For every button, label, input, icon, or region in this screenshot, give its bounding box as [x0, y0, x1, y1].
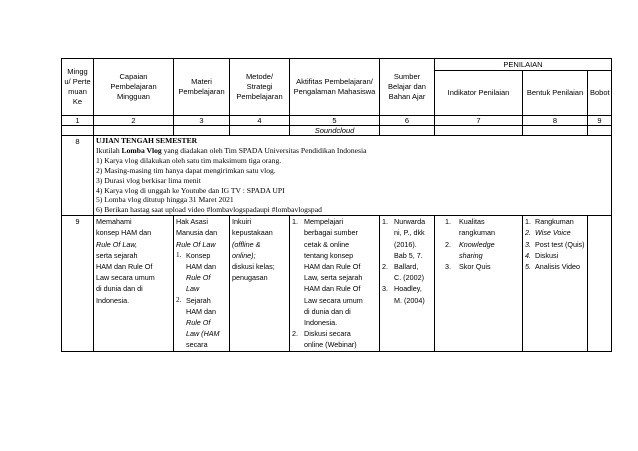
header-week: Mingg u/ Perte muan Ke — [62, 59, 94, 116]
rps-table — [61, 58, 612, 352]
week-number: 9 — [62, 216, 94, 351]
uts-rule: 3) Durasi vlog berkisar lima menit — [96, 175, 201, 185]
form-cell — [523, 216, 588, 351]
indicator-list — [437, 216, 520, 272]
header-source: Sumber Belajar dan Bahan Ajar — [380, 59, 435, 116]
activity-cell — [290, 216, 380, 351]
uts-intro: Ikutilah Lomba Vlog yang diadakan oleh Tim SPADA Universitas Pendidikan Indonesia — [96, 145, 367, 155]
header-material: Materi Pembelajaran — [174, 59, 230, 116]
list-item: 1. Rangkuman — [525, 217, 574, 227]
outcome-cell: Memahami konsep HAM dan Rule Of Law, serta sejarah HAM dan Rule Of Law secara umum di dunia dan di Indonesia. — [94, 216, 174, 351]
previous-row-tail — [62, 126, 612, 136]
column-number: 7 — [435, 116, 523, 126]
header-indicator: Indikator Penilaian — [435, 71, 523, 116]
list-item: 3. Hoadley, M. (2004) — [382, 284, 425, 305]
uts-row — [62, 136, 612, 216]
list-item: 1. Konsep HAM dan Rule Of Law — [176, 250, 216, 294]
list-item: 3. Skor Quis — [445, 262, 491, 272]
uts-content — [94, 136, 612, 216]
list-item: 2. Knowledge sharing — [445, 239, 495, 260]
uts-rule: 5) Lomba vlog ditutup hingga 31 Maret 2021 — [96, 195, 234, 205]
list-item: 2. Ballard, C. (2002) — [382, 262, 424, 283]
material-cell: Hak Asasi Manusia dan Rule Of Law 1. Konsep HAM dan Rule Of Law 2. Sejarah HAM dan Rule Of Law (HAM secara — [174, 216, 230, 351]
uts-rule: 4) Karya vlog di unggah ke Youtube dan IG TV : SPADA UPI — [96, 185, 285, 195]
column-number: 3 — [174, 116, 230, 126]
indicator-cell — [435, 216, 523, 351]
weight-cell — [588, 216, 612, 351]
column-number: 2 — [94, 116, 174, 126]
form-list — [525, 216, 585, 272]
header-row — [62, 59, 612, 71]
week-9-row — [62, 216, 612, 351]
uts-rule: 1) Karya vlog dilakukan oleh satu tim maksimum tiga orang. — [96, 155, 282, 165]
header-weight: Bobot — [588, 71, 612, 116]
header-outcome: Capaian Pembelajaran Mingguan — [94, 59, 174, 116]
column-number: 9 — [588, 116, 612, 126]
list-item: 1. Mempelajari berbagai sumber cetak & online tentang konsep HAM dan Rule Of Law, serta sejarah HAM dan Rule Of Law secara umum di dunia dan di Indonesia. — [292, 217, 363, 328]
column-number: 1 — [62, 116, 94, 126]
list-item: 2. Diskusi secara online (Webinar) — [292, 329, 357, 350]
column-number: 4 — [230, 116, 290, 126]
list-item: 5. Analisis Video — [525, 262, 581, 272]
uts-rule: 6) Berikan hastag saat upload video #lombavlogspadaupi #lombavlogspad — [96, 205, 322, 215]
column-number: 5 — [290, 116, 380, 126]
method-cell: Inkuiri kepustakaan (offline & online); diskusi kelas; penugasan — [230, 216, 290, 351]
list-item: 1. Nurwarda ni, P., dkk (2016). Bab 5, 7. — [382, 217, 426, 260]
week-number: 8 — [62, 136, 94, 216]
header-method: Metode/ Strategi Pembelajaran — [230, 59, 290, 116]
column-number: 8 — [523, 116, 588, 126]
lomba-vlog-text: Lomba Vlog — [121, 145, 162, 155]
list-item: 1. Kualitas rangkuman — [445, 217, 495, 238]
list-item: 3. Post test (Quis) — [525, 239, 585, 249]
column-number: 6 — [380, 116, 435, 126]
column-number-row — [62, 116, 612, 126]
activity-list — [292, 216, 377, 350]
source-cell — [380, 216, 435, 351]
header-activity: Aktifitas Pembelajaran/ Pengalaman Mahasiswa — [290, 59, 380, 116]
header-assessment: PENILAIAN — [435, 59, 612, 71]
soundcloud-text: Soundcloud — [290, 126, 380, 136]
list-item: 4. Diskusi — [525, 250, 559, 260]
uts-rule: 2) Masing-masing tim hanya dapat mengirimkan satu vlog. — [96, 165, 276, 175]
list-item: 2. Sejarah HAM dan Rule Of Law (HAM secara — [176, 295, 220, 350]
uts-title: UJIAN TENGAH SEMESTER — [96, 136, 198, 145]
source-list — [382, 216, 432, 306]
list-item: 2. Wise Voice — [525, 228, 571, 238]
header-form: Bentuk Penilaian — [523, 71, 588, 116]
material-list — [176, 250, 227, 351]
